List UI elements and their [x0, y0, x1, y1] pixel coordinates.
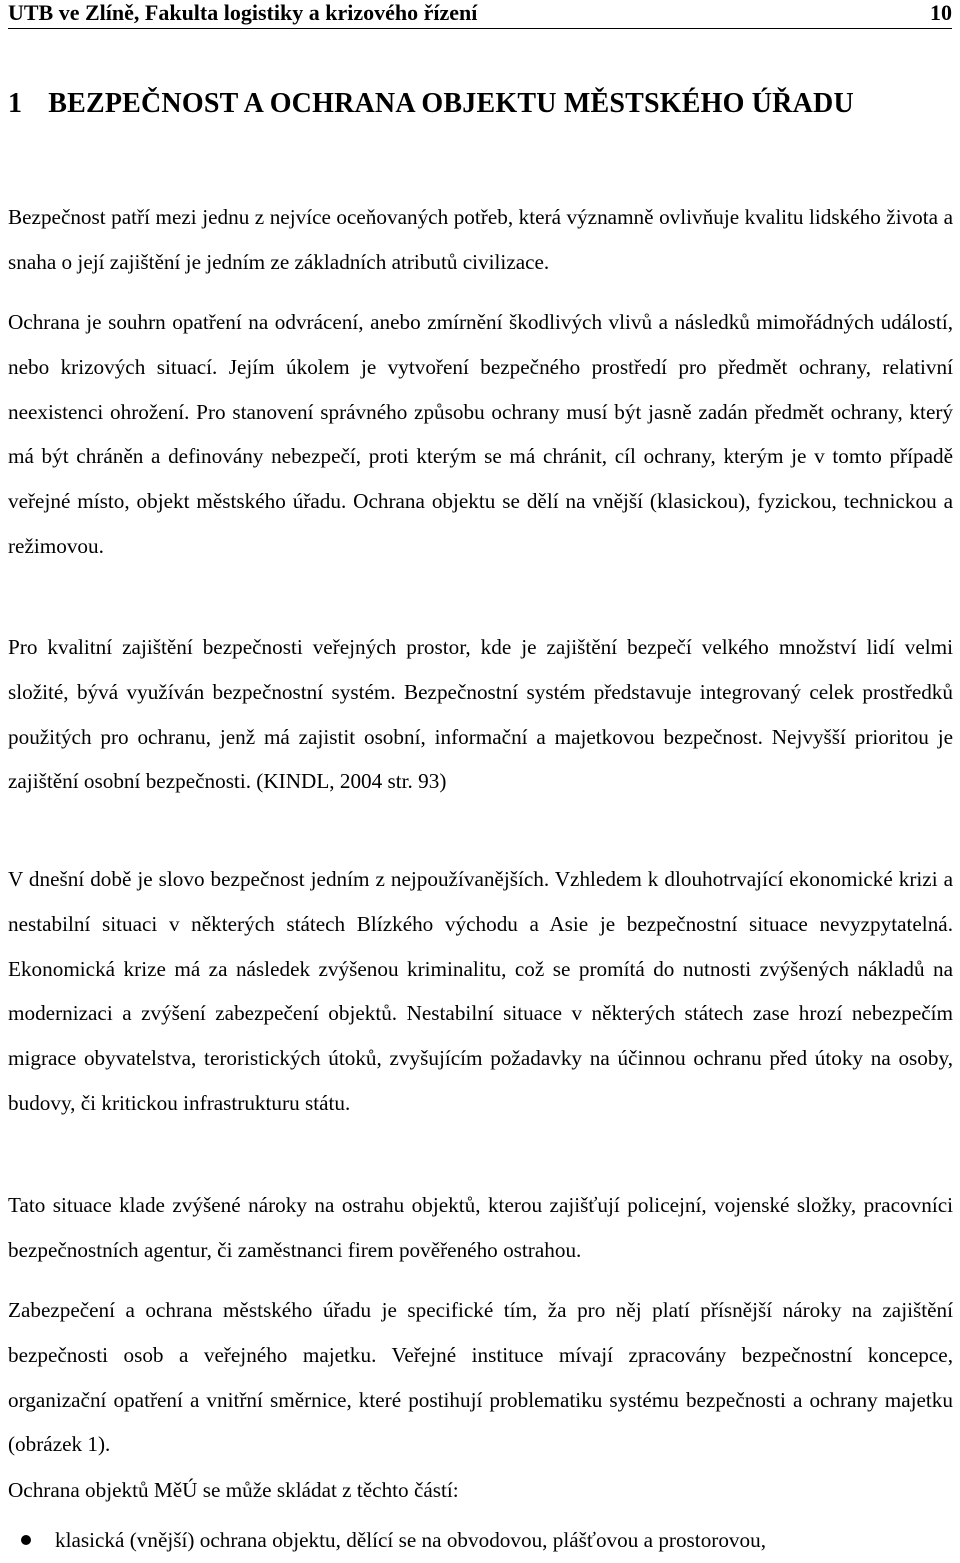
chapter-title: BEZPEČNOST A OCHRANA OBJEKTU MĚSTSKÉHO ÚŘADU [48, 88, 854, 119]
header-title: UTB ve Zlíně, Fakulta logistiky a krizového řízení [8, 0, 478, 25]
bullet-icon [21, 1535, 31, 1545]
page-number: 10 [930, 0, 952, 25]
paragraph-4: V dnešní době je slovo bezpečnost jedním z nejpoužívanějších. Vzhledem k dlouhotrvající ekonomické krizi a nestabilní situaci v některých státech Blízkého východu a Asie je bezpečnostní situace nevyzpytatelná. Ekonomická krize má za následek zvýšenou kriminalitu, což se promítá do nutnosti zvýšených nákladů na modernizaci a zvýšení zabezpečení objektů. Nestabilní situace v některých státech zase hrozí nebezpečím migrace obyvatelstva, teroristických útoků, zvyšujícím požadavky na účinnou ochranu před útoky na osoby, budovy, či kritickou infrastrukturu státu. [8, 867, 953, 1115]
paragraph-3: Pro kvalitní zajištění bezpečnosti veřejných prostor, kde je zajištění bezpečí velkého množství lidí velmi složité, bývá využíván bezpečnostní systém. Bezpečnostní systém představuje integrovaný celek prostředků použitých pro ochranu, jenž má zajistit osobní, informační a majetkovou bezpečnost. Nejvyšší prioritou je zajištění osobní bezpečnosti. (KINDL, 2004 str. 93) [8, 635, 953, 794]
paragraph-1: Bezpečnost patří mezi jednu z nejvíce oceňovaných potřeb, která významně ovlivňuje kvalitu lidského života a snaha o její zajištění je jedním ze základních atributů civilizace. [8, 205, 953, 274]
paragraph-6: Zabezpečení a ochrana městského úřadu je specifické tím, ža pro něj platí přísnější nároky na zajištění bezpečnosti osob a veřejného majetku. Veřejné instituce mívají zpracovány bezpečnostní koncepce, organizační opatření a vnitřní směrnice, které postihují problematiku systému bezpečnosti a ochrany majetku (obrázek 1). [8, 1298, 953, 1457]
paragraph-2: Ochrana je souhrn opatření na odvrácení, anebo zmírnění škodlivých vlivů a následků mimořádných událostí, nebo krizových situací. Jejím úkolem je vytvoření bezpečného prostředí pro předmět ochrany, relativní neexistenci ohrožení. Pro stanovení správného způsobu ochrany musí být jasně zadán předmět ochrany, který má být chráněn a definovány nebezpečí, proti kterým se má chránit, cíl ochrany, kterým je v tomto případě veřejné místo, objekt městského úřadu. Ochrana objektu se dělí na vnější (klasickou), fyzickou, technickou a režimovou. [8, 310, 953, 558]
list-item-text: klasická (vnější) ochrana objektu, dělící se na obvodovou, plášťovou a prostorovou, [55, 1528, 767, 1552]
paragraph-5: Tato situace klade zvýšené nároky na ostrahu objektů, kterou zajišťují policejní, vojenské složky, pracovníci bezpečnostních agentur, či zaměstnanci firem pověřeného ostrahou. [8, 1193, 953, 1262]
paragraph-7: Ochrana objektů MěÚ se může skládat z těchto částí: [8, 1478, 459, 1503]
chapter-heading [8, 88, 854, 120]
chapter-number: 1 [8, 88, 23, 119]
running-header [8, 0, 952, 29]
